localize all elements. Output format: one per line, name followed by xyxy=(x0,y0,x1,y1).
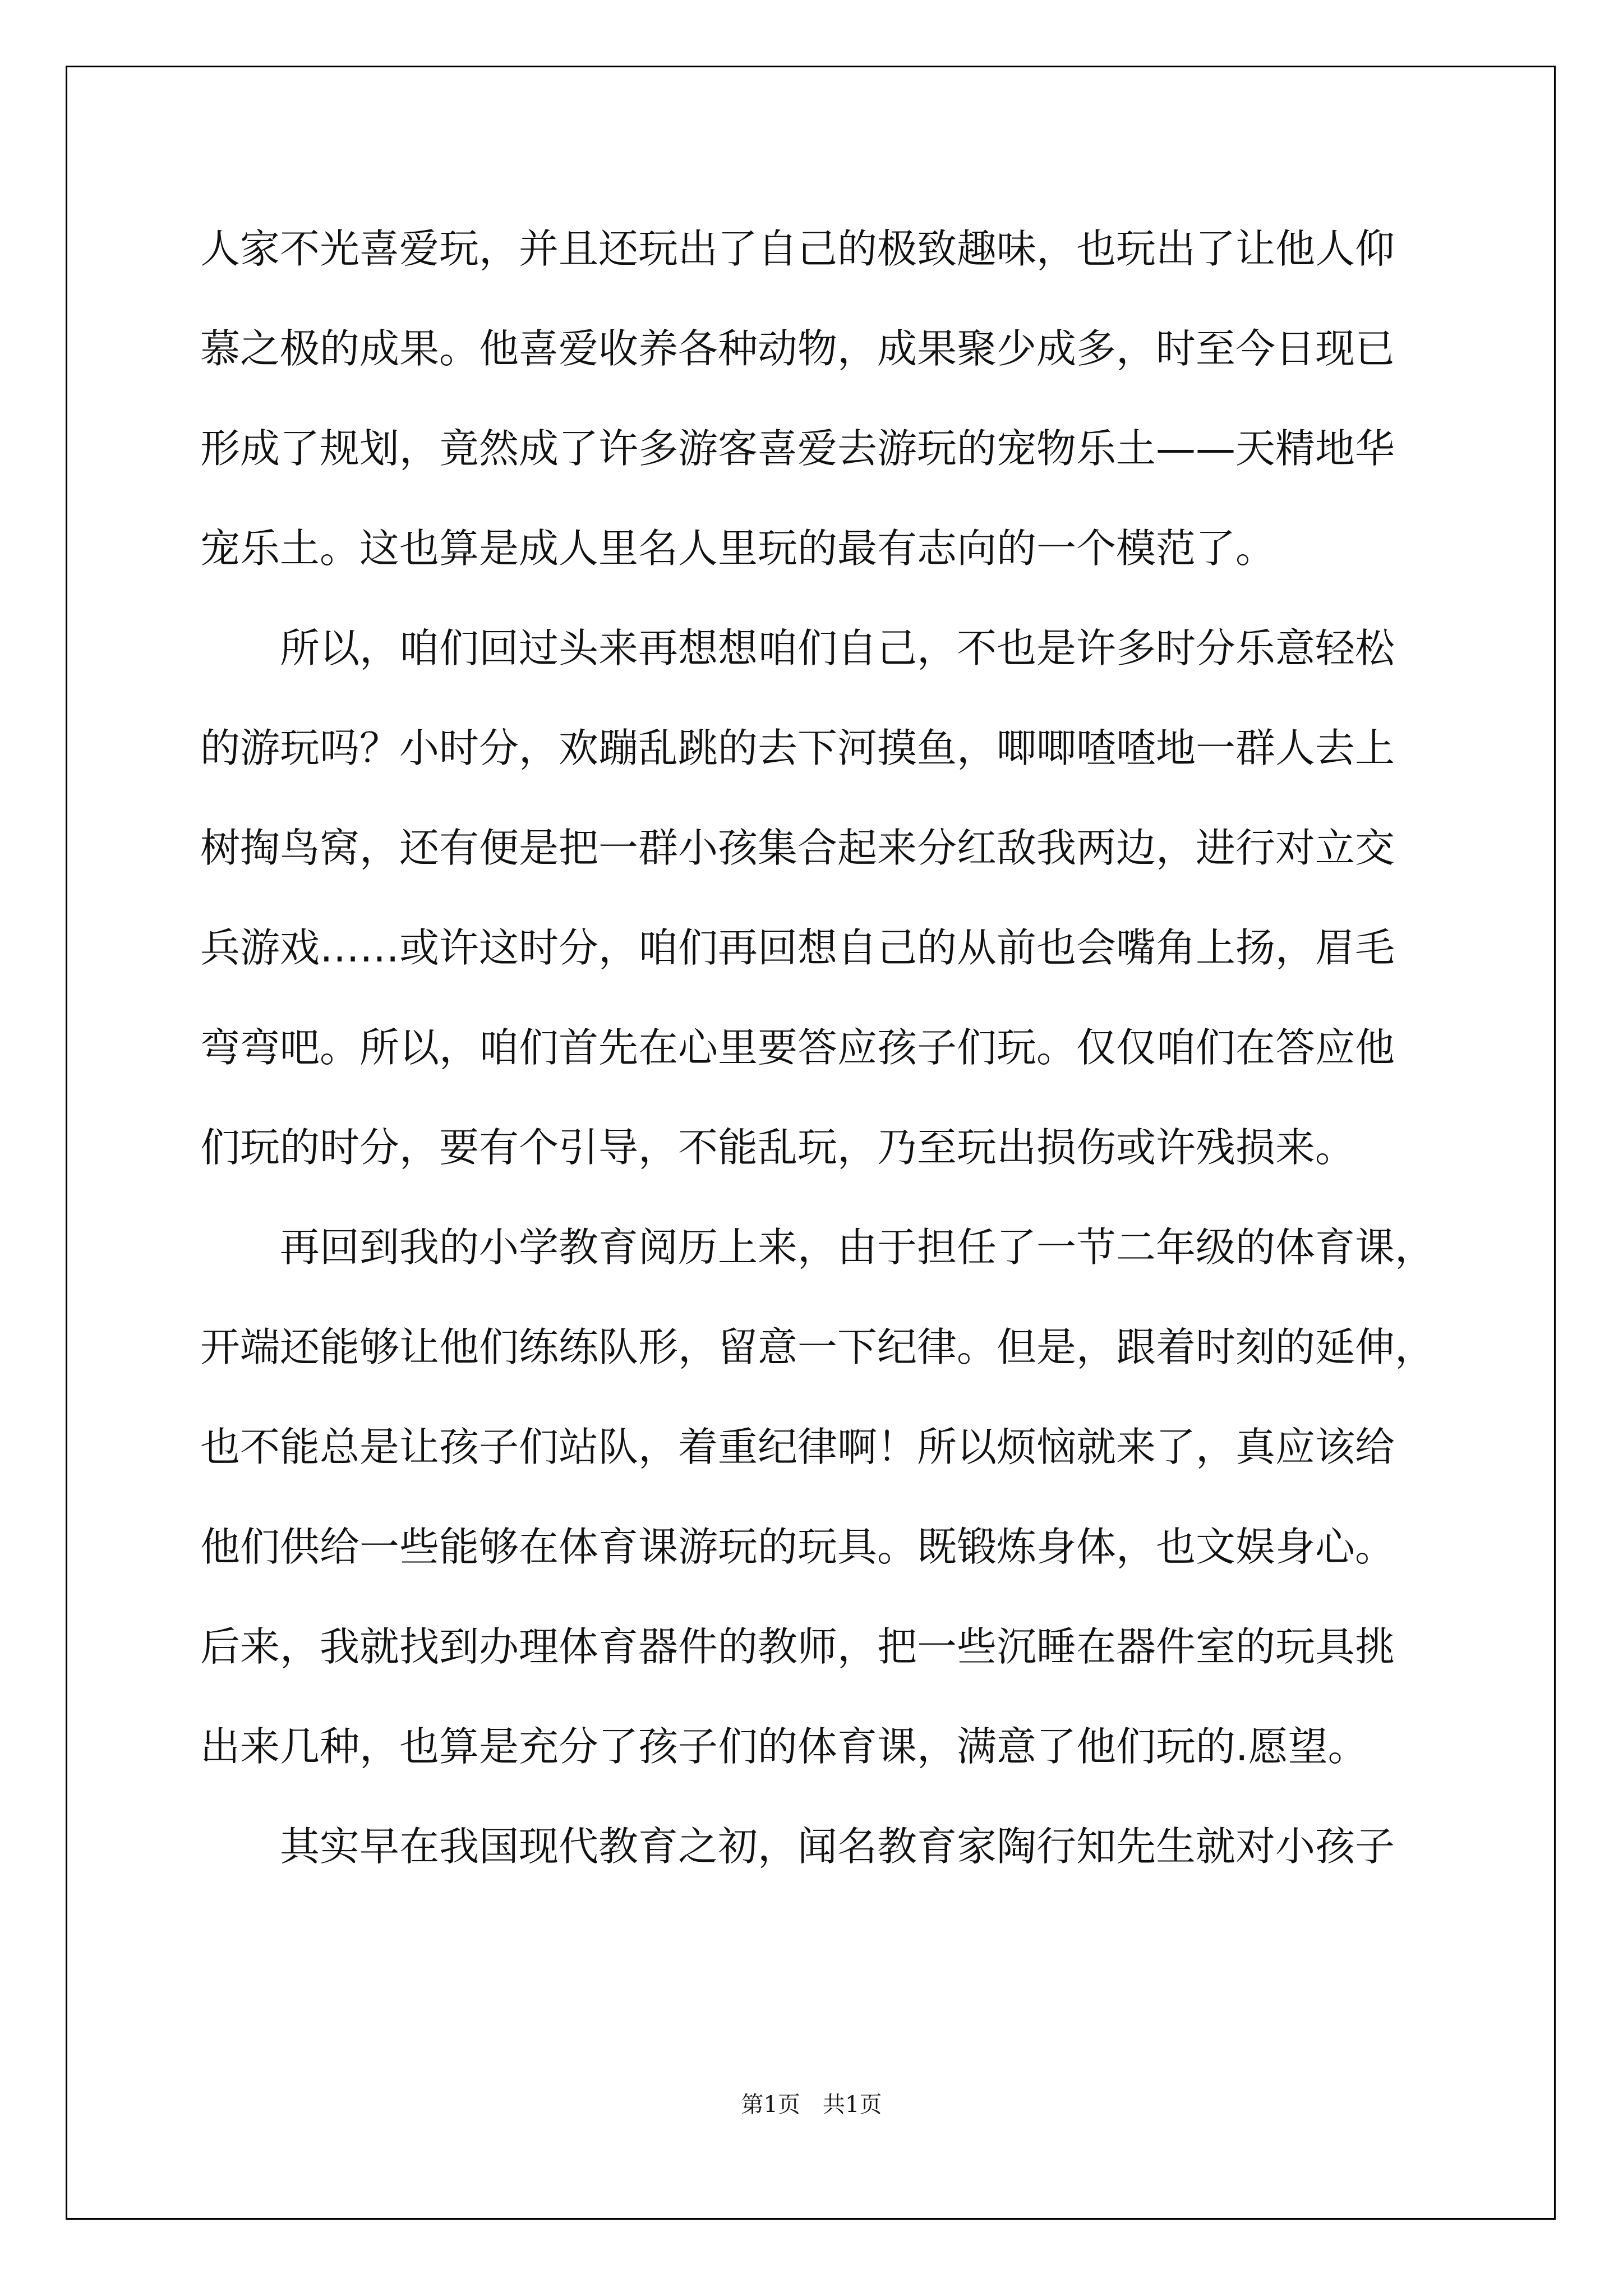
text-line: 慕之极的成果。他喜爱收养各种动物，成果聚少成多，时至今日现已 xyxy=(200,325,1395,372)
text-line: 形成了规划，竟然成了许多游客喜爱去游玩的宠物乐土——天精地华 xyxy=(200,425,1395,472)
text-line: 后来，我就找到办理体育器件的教师，把一些沉睡在器件室的玩具挑 xyxy=(200,1623,1395,1670)
text-line: 出来几种，也算是充分了孩子们的体育课，满意了他们玩的.愿望。 xyxy=(200,1723,1368,1770)
text-line: 开端还能够让他们练练队形，留意一下纪律。但是，跟着时刻的延伸， xyxy=(200,1324,1435,1370)
text-line: 弯弯吧。所以，咱们首先在心里要答应孩子们玩。仅仅咱们在答应他 xyxy=(200,1024,1395,1071)
text-line: 宠乐土。这也算是成人里名人里玩的最有志向的一个模范了。 xyxy=(200,525,1276,572)
text-line: 其实早在我国现代教育之初，闻名教育家陶行知先生就对小孩子 xyxy=(280,1823,1395,1870)
document-body xyxy=(200,199,1434,1897)
text-line: 们玩的时分，要有个引导，不能乱玩，乃至玩出损伤或许残损来。 xyxy=(200,1124,1355,1171)
text-line: 再回到我的小学教育阅历上来，由于担任了一节二年级的体育课， xyxy=(280,1224,1435,1271)
text-line: 人家不光喜爱玩，并且还玩出了自己的极致趣味，也玩出了让他人仰 xyxy=(200,226,1395,272)
text-line: 兵游戏……或许这时分，咱们再回想自己的从前也会嘴角上扬，眉毛 xyxy=(200,924,1395,971)
text-line: 的游玩吗？小时分，欢蹦乱跳的去下河摸鱼，唧唧喳喳地一群人去上 xyxy=(200,725,1395,771)
text-line: 也不能总是让孩子们站队，着重纪律啊！所以烦恼就来了，真应该给 xyxy=(200,1424,1395,1470)
text-line: 树掏鸟窝，还有便是把一群小孩集合起来分红敌我两边，进行对立交 xyxy=(200,825,1395,871)
page-footer: 第1页 共1页 xyxy=(741,2092,882,2118)
text-line: 他们供给一些能够在体育课游玩的玩具。既锻炼身体，也文娱身心。 xyxy=(200,1524,1395,1570)
text-line: 所以，咱们回过头来再想想咱们自己，不也是许多时分乐意轻松 xyxy=(280,625,1395,671)
